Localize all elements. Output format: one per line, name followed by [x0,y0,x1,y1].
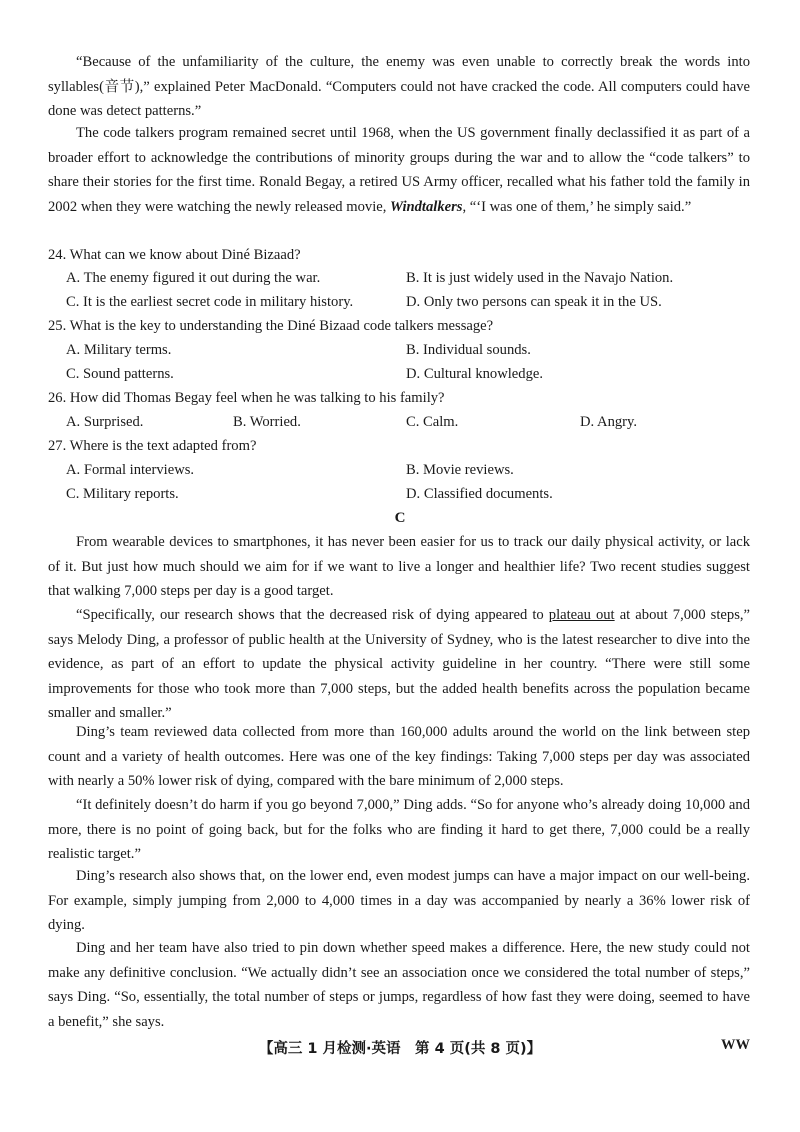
question-25-stem: 25. What is the key to understanding the Diné Bizaad code talkers message? [48,318,494,334]
question-24-option-a: A. The enemy figured it out during the war. [66,270,321,286]
question-27-option-d: D. Classified documents. [406,486,553,502]
section-c-paragraph-5: Ding’s research also shows that, on the lower end, even modest jumps can have a major impact on our well-being. For example, simply jumping from 2,000 to 4,000 times in a day was accompanied by nearly a 36% lower risk of dying. [48,868,750,933]
passage-b-p2-text-b: , “‘I was one of them,’ he simply said.” [462,198,692,215]
question-27-option-b: B. Movie reviews. [406,462,514,478]
section-c-paragraph-6: Ding and her team have also tried to pin down whether speed makes a difference. Here, the new study could not make any definitive conclusion. “We actually didn’t see an association once we considered the total number of steps,” says Ding. “So, essentially, the total number of steps or jumps, regardless of how fast they were doing, seemed to have a benefit,” she says. [48,940,750,1030]
question-24-option-c: C. It is the earliest secret code in military history. [66,294,354,310]
movie-title: Windtalkers [390,198,463,215]
question-24-option-d: D. Only two persons can speak it in the US. [406,294,662,310]
question-24-stem: 24. What can we know about Diné Bizaad? [48,247,301,263]
section-c-p2-text-a: “Specifically, our research shows that the decreased risk of dying appeared to [76,607,549,623]
question-27-option-a: A. Formal interviews. [66,462,195,478]
question-25-option-a: A. Military terms. [66,342,172,358]
section-c-heading: C [394,510,406,526]
section-c-p2-text-b: at about 7,000 steps,” says Melody Ding, a professor of public health at the University of Sydney, who is the latest researcher to dive into the evidence, as part of an effort to update the physical activity guideline in her country. “There were still some improvements for those who took more than 7,000 steps, but the added health benefits across the population became smaller and smaller.” [48,607,750,721]
underlined-phrase: plateau out [548,607,615,623]
passage-b-p2-text-a: The code talkers program remained secret until 1968, when the US government finally declassified it as part of a broader effort to acknowledge the contributions of minority groups during the war and to allow the “code talkers” to share their stories for the first time. Ronald Begay, a retired US Army officer, recalled what his father told the family in 2002 when they were watching the newly released movie, [48,125,750,215]
question-25-option-d: D. Cultural knowledge. [406,366,543,382]
section-c-paragraph-2 [48,603,750,726]
question-25-option-c: C. Sound patterns. [66,366,174,382]
section-c-paragraph-4: “It definitely doesn’t do harm if you go beyond 7,000,” Ding adds. “So for anyone who’s already doing 10,000 and more, there is no point of going back, but for the folks who are finding it hard to get there, 7,000 could be a really realistic target.” [48,797,750,862]
question-27-option-c: C. Military reports. [66,486,179,502]
passage-b-paragraph-2 [48,121,750,219]
passage-b-paragraph-1: “Because of the unfamiliarity of the culture, the enemy was even unable to correctly break the words into syllables(音节),” explained Peter MacDonald. “Computers could not have cracked the code. All computers could have done was detect patterns.” [48,54,750,119]
question-26-option-a: A. Surprised. [66,414,144,430]
question-26-option-c: C. Calm. [406,414,459,430]
footer-mark: WW [721,1037,750,1053]
question-25-option-b: B. Individual sounds. [406,342,531,358]
question-26-option-b: B. Worried. [233,414,301,430]
question-26-stem: 26. How did Thomas Begay feel when he was talking to his family? [48,390,445,406]
page-footer: 【高三 1 月检测·英语 第 4 页(共 8 页)】 [258,1041,542,1057]
question-27-stem: 27. Where is the text adapted from? [48,438,257,454]
question-24-option-b: B. It is just widely used in the Navajo Nation. [406,270,674,286]
question-26-option-d: D. Angry. [580,414,638,430]
section-c-paragraph-1: From wearable devices to smartphones, it has never been easier for us to track our daily physical activity, or lack of it. But just how much should we aim for if we want to live a longer and healthier life? Two recent studies suggest that walking 7,000 steps per day is a good target. [48,534,750,599]
section-c-paragraph-3: Ding’s team reviewed data collected from more than 160,000 adults around the world on the link between step count and a variety of health outcomes. Here was one of the key findings: Taking 7,000 steps per day was associated with nearly a 50% lower risk of dying, compared with the bare minimum of 2,000 steps. [48,724,750,789]
